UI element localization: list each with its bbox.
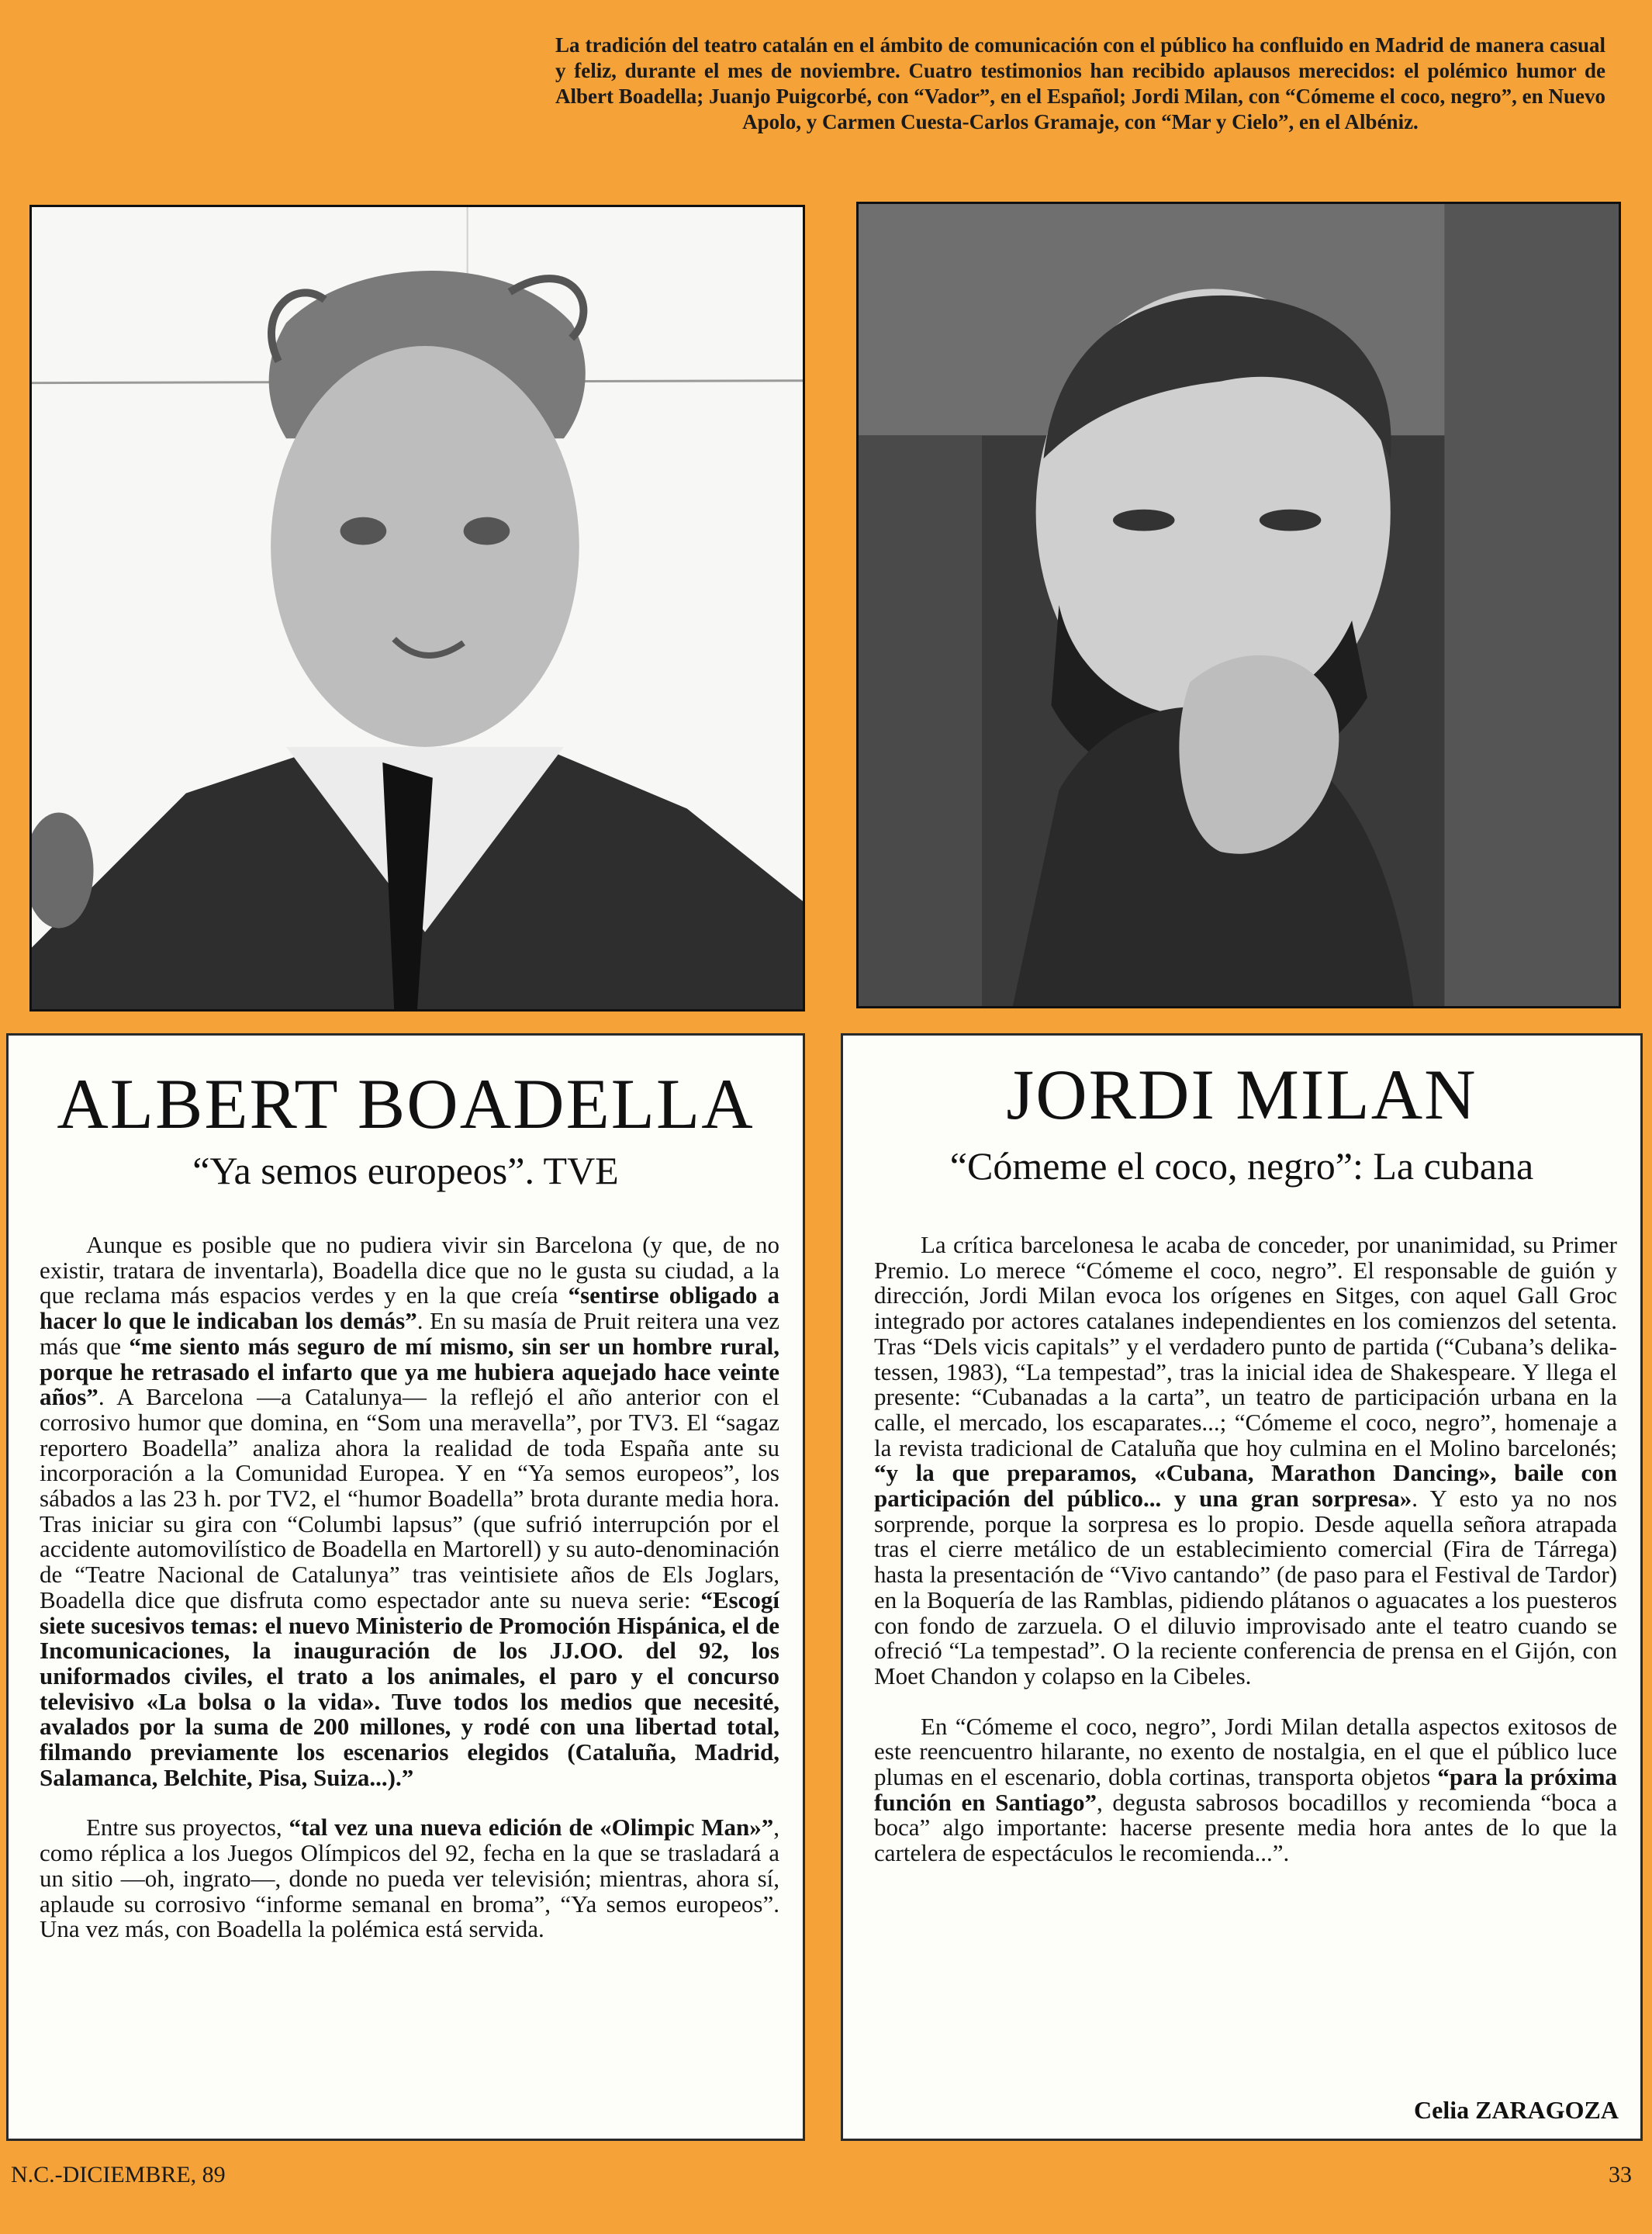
page-number: 33 (1609, 2162, 1632, 2187)
albert-boadella-article (6, 1033, 805, 2141)
text-run: En “Cómeme el coco, negro”, Jordi Milan detalla aspectos exitosos de este reencuentro hilarante, no exento de nostalgia, en el que el público luce plumas en el escenario, dobla cortinas, transporta objetos (874, 1712, 1617, 1791)
article-body (874, 1233, 1617, 1866)
text-run: Entre sus proyectos, (86, 1814, 289, 1841)
text-run: , como réplica a los Juegos Olímpicos del 92, fecha en la que se trasladará a un sitio —oh, ingrato—, donde no pueda ver televisión; mientras, ahora sí, aplaude su corrosivo “informe semanal en broma”, “Ya semos europeos”. Una vez más, con Boadella la polémica está servida. (40, 1814, 779, 1943)
intro-text: La tradición del teatro catalán en el ámbito de comunicación con el público ha confluido en Madrid de manera casual y feliz, durante el mes de noviembre. Cuatro testimonios han recibido aplausos merecidos: el polémico humor de Albert Boadella; Juanjo Puigcorbé, con “Vador”, en el Español; Jordi Milan, con “Cómeme el coco, negro”, en Nuevo Apolo, y Carmen Cuesta-Carlos Gramaje, con “Mar y Cielo”, en el Albéniz. (555, 33, 1605, 133)
article-paragraph (874, 1233, 1617, 1689)
bold-quote: “me siento más seguro de mí mismo, sin ser un hombre rural, porque he retrasado el infarto que ya me hubiera aquejado hace veinte años” (40, 1332, 779, 1411)
article-subtitle: “Cómeme el coco, negro”: La cubana (949, 1144, 1534, 1188)
author-signature: Celia ZARAGOZA (1414, 2096, 1619, 2124)
text-run: . En su masía de Pruit reitera una vez más que (40, 1307, 779, 1360)
article-paragraph (874, 1714, 1617, 1866)
article-body (40, 1233, 779, 1942)
article-paragraph (40, 1815, 779, 1942)
albert-boadella-photo (29, 205, 805, 1012)
issue-footer: N.C.-DICIEMBRE, 89 (11, 2162, 226, 2187)
bold-quote: “para la próxima función en Santiago” (874, 1763, 1617, 1816)
jordi-milan-photo (856, 202, 1621, 1008)
text-run: La crítica barcelonesa le acaba de conceder, por unanimidad, su Primer Premio. Lo merece “Cómeme el coco, negro”. El responsable de guión y dirección, Jordi Milan evoca los orígenes en Sitges, con aquel Gall Groc integrado por actores catalanes independientes en los comienzos del setenta. Tras “Dels vicis capitals” y el verdadero punto de partida (“Cubana’s delika-tessen, 1983), “La tempestad”, tras la inicial idea de Shakespeare. Y llega el presente: “Cubanadas a la carta”, un teatro de participación urbana en la calle, el mercado, los escaparates...; “Cómeme el coco, negro”, homenaje a la revista tradicional de Cataluña que hoy culmina en el Molino barcelonés; (874, 1231, 1617, 1461)
bold-quote: “tal vez una nueva edición de «Olimpic Man»” (289, 1814, 774, 1841)
article-name-heading: JORDI MILAN (1006, 1055, 1477, 1134)
bold-quote: “Escogí siete sucesivos temas: el nuevo Ministerio de Promoción Hispánica, el de Incomunicaciones, la inauguración de los JJ.OO. del 92, los uniformados civiles, el trato a los animales, el paro y el concurso televisivo «La bolsa o la vida». Tuve todos los medios que necesité, avalados por la suma de 200 millones, y rodé con una libertad total, filmando previamente los escenarios elegidos (Cataluña, Madrid, Salamanca, Belchite, Pisa, Suiza...).” (40, 1586, 779, 1791)
article-name-heading: ALBERT BOADELLA (57, 1064, 755, 1143)
bold-quote: “y la que preparamos, «Cubana, Marathon Dancing», baile con participación del público... y una gran sorpresa» (874, 1459, 1617, 1513)
text-run: . Y esto ya no nos sorprende, porque la sorpresa es lo propio. Desde aquella señora atrapada tras el cierre metálico de un establecimiento comercial (Fira de Tárrega) hasta la presentación de “Vivo cantando” (de paso para el Festival de Tardor) en la Boquería de las Ramblas, pidiendo plátanos o aguacates a los puesteros con fondo de zarzuela. O el diluvio improvisado ante el teatro cuando se ofreció “La tempestad”. O la reciente conferencia de prensa en el Gijón, con Moet Chandon y colapso en la Cibeles. (874, 1485, 1617, 1689)
article-subtitle: “Ya semos europeos”. TVE (192, 1149, 619, 1192)
bold-quote: “sentirse obligado a hacer lo que le indicaban los demás” (40, 1281, 780, 1335)
jordi-milan-article (841, 1033, 1643, 2141)
article-paragraph (40, 1233, 779, 1790)
text-run: , degusta sabrosos bocadillos y recomienda “boca a boca” algo importante: hacerse presente media hora antes de lo que la cartelera de espectáculos le recomienda...”. (874, 1788, 1618, 1867)
text-run: Aunque es posible que no pudiera vivir sin Barcelona (y que, de no existir, tratara de inventarla), Boadella dice que no le gusta su ciudad, a la que reclama más espacios verdes y en la que creía (40, 1231, 779, 1309)
text-run: . A Barcelona —a Catalunya— la reflejó el año anterior con el corrosivo humor que domina, en “Som una meravella”, por TV3. El “sagaz reportero Boadella” analiza ahora la realidad de toda España ante su incorporación a la Comunidad Europea. Y en “Ya semos europeos”, los sábados a las 23 h. por TV2, el “humor Boadella” brota durante media hora. Tras iniciar su gira con “Columbi lapsus” (que sufrió interrupción por el accidente automovilístico de Boadella en Martorell) y su auto-denominación de “Teatre Nacional de Catalunya” tras veintisiete años de Els Joglars, Boadella dice que disfruta como espectador ante su nueva serie: (40, 1383, 779, 1613)
